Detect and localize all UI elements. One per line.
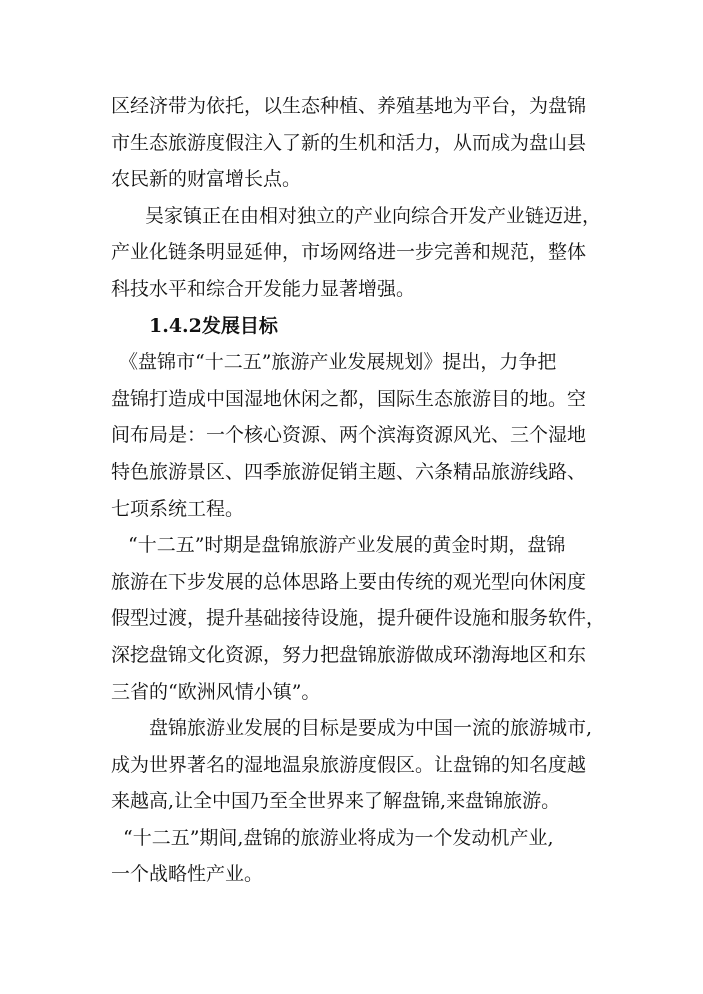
- paragraph-start-line: “十二五”时期是盘锦旅游产业发展的黄金时期，盘锦: [128, 534, 566, 557]
- paragraph-start-line: 吴家镇正在由相对独立的产业向综合开发产业链迈进，: [145, 204, 602, 227]
- text-line: 三省的“欧洲风情小镇”。: [111, 680, 321, 703]
- paragraph-start-line: 《盘锦市“十二五”旅游产业发展规划》提出，力争把: [119, 351, 557, 374]
- document-body: [111, 88, 606, 893]
- text-line: 产业化链条明显延伸，市场网络进一步完善和规范，整体: [111, 241, 587, 264]
- paragraph-start-line: “十二五”期间,盘锦的旅游业将成为一个发动机产业,: [123, 826, 554, 849]
- text-line: 农民新的财富增长点。: [111, 168, 302, 191]
- text-line: 市生态旅游度假注入了新的生机和活力，从而成为盘山县: [111, 131, 587, 154]
- text-line: 区经济带为依托，以生态种植、养殖基地为平台，为盘锦: [111, 95, 587, 117]
- text-line: 深挖盘锦文化资源，努力把盘锦旅游做成环渤海地区和东: [111, 643, 587, 666]
- text-line: 一个战略性产业。: [111, 863, 264, 886]
- text-line: 间布局是：一个核心资源、两个滨海资源风光、三个湿地: [111, 424, 587, 447]
- text-line: 成为世界著名的湿地温泉旅游度假区。让盘锦的知名度越: [111, 753, 587, 776]
- text-line: 科技水平和综合开发能力显著增强。: [111, 277, 416, 300]
- text-line: 特色旅游景区、四季旅游促销主题、六条精品旅游线路、: [111, 460, 587, 483]
- text-line: 旅游在下步发展的总体思路上要由传统的观光型向休闲度: [111, 570, 587, 593]
- section-heading: 1.4.2发展目标: [149, 314, 278, 337]
- paragraph-start-line: 盘锦旅游业发展的目标是要成为中国一流的旅游城市,: [149, 717, 593, 740]
- text-line: 七项系统工程。: [111, 497, 245, 520]
- text-line: 盘锦打造成中国湿地休闲之都，国际生态旅游目的地。空: [111, 387, 587, 410]
- text-line: 假型过渡，提升基础接待设施，提升硬件设施和服务软件，: [111, 607, 606, 630]
- text-line: 来越高,让全中国乃至全世界来了解盘锦,来盘锦旅游。: [111, 790, 561, 813]
